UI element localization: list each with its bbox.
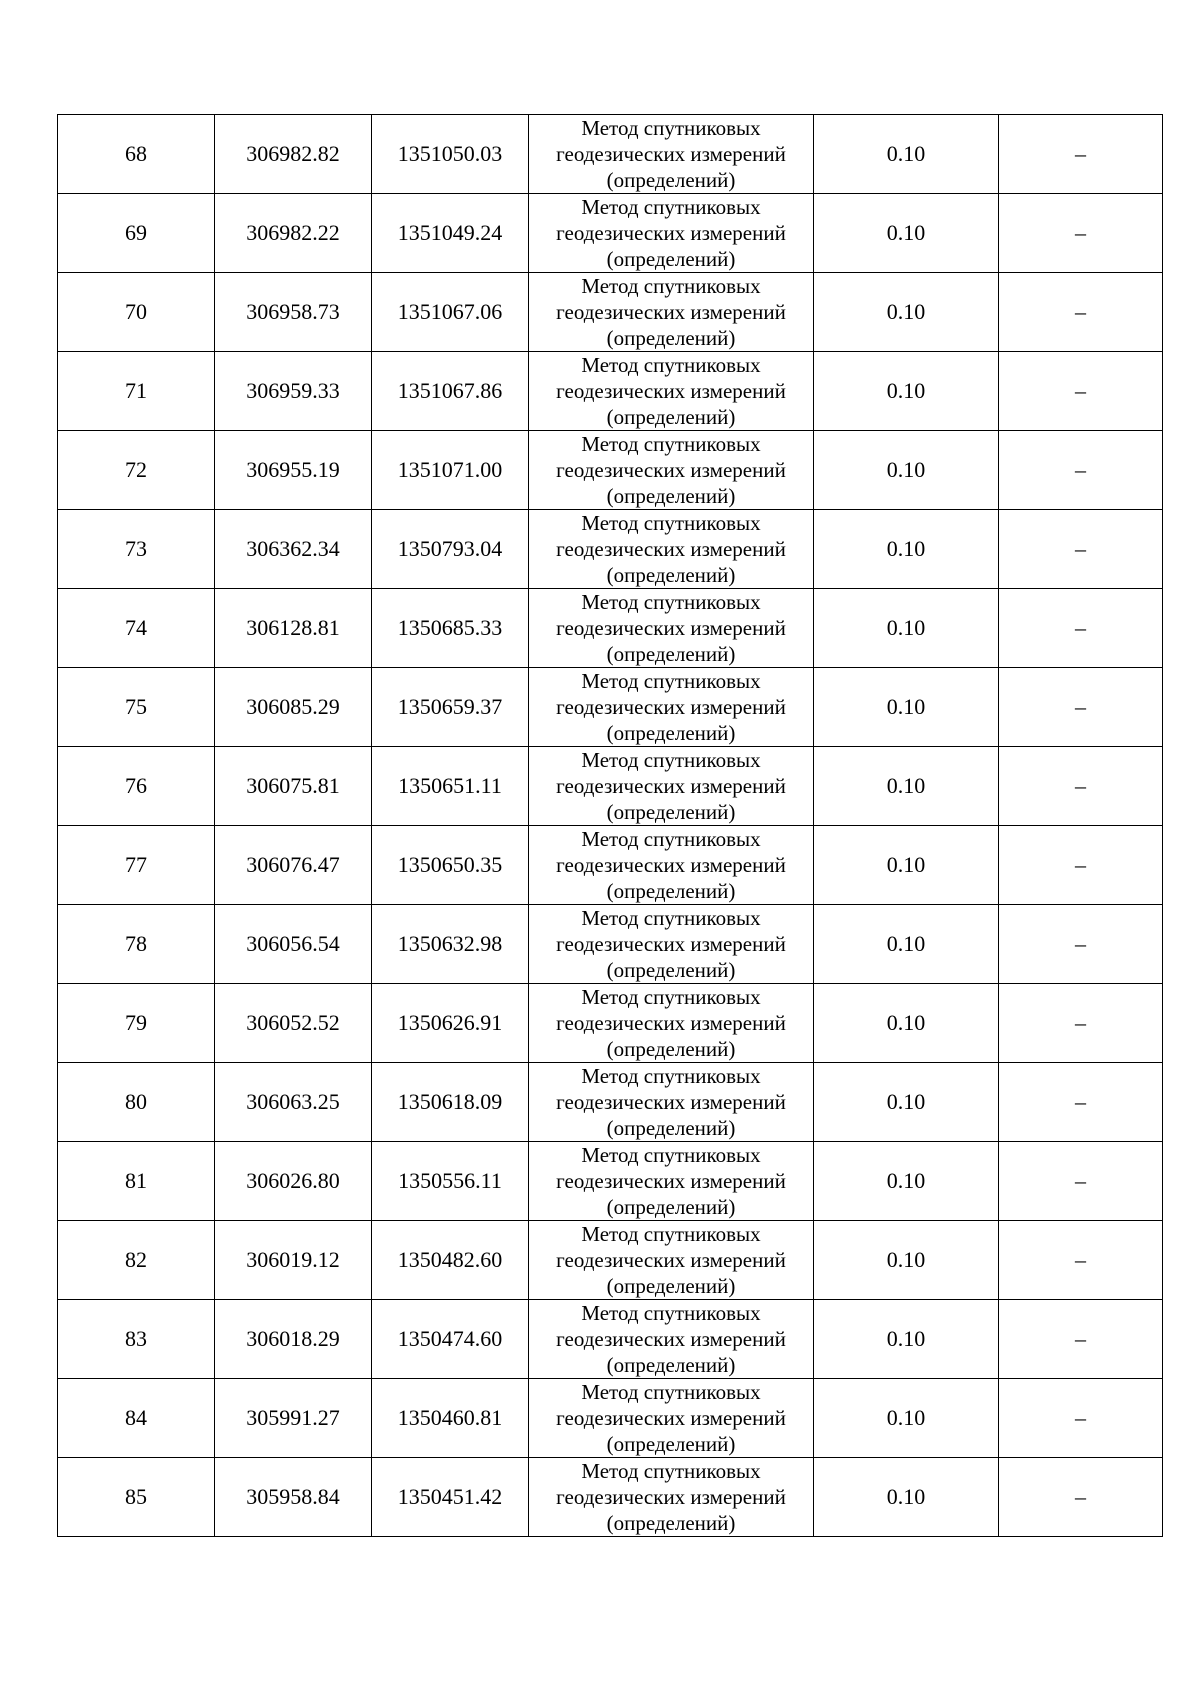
method-cell [529,1063,814,1142]
method-text-line: геодезических измерений [556,1090,786,1114]
accuracy-cell: 0.10 [814,826,999,905]
document-page [57,114,1162,1537]
method-cell [529,1379,814,1458]
point-number-cell: 72 [58,431,215,510]
method-cell [529,510,814,589]
method-text-line: Метод спутниковых [581,1380,761,1404]
accuracy-cell: 0.10 [814,510,999,589]
y-coordinate-cell: 1351071.00 [372,431,529,510]
method-cell [529,589,814,668]
method-text-line: геодезических измерений [556,1169,786,1193]
table-row [58,1221,1163,1300]
method-text-line: геодезических измерений [556,221,786,245]
note-cell: – [999,431,1163,510]
note-cell: – [999,352,1163,431]
table-row [58,115,1163,194]
method-text-line: геодезических измерений [556,142,786,166]
method-cell [529,431,814,510]
x-coordinate-cell: 306026.80 [215,1142,372,1221]
method-text-line: геодезических измерений [556,1406,786,1430]
y-coordinate-cell: 1350618.09 [372,1063,529,1142]
method-text-line: Метод спутниковых [581,1222,761,1246]
point-number-cell: 68 [58,115,215,194]
note-cell: – [999,273,1163,352]
point-number-cell: 78 [58,905,215,984]
table-row [58,352,1163,431]
method-text-line: (определений) [606,1116,736,1140]
method-cell [529,1221,814,1300]
point-number-cell: 79 [58,984,215,1063]
method-text-line: Метод спутниковых [581,748,761,772]
accuracy-cell: 0.10 [814,747,999,826]
note-cell: – [999,1063,1163,1142]
note-cell: – [999,589,1163,668]
point-number-cell: 75 [58,668,215,747]
method-text-line: геодезических измерений [556,932,786,956]
method-text-line: геодезических измерений [556,616,786,640]
method-cell [529,273,814,352]
x-coordinate-cell: 306955.19 [215,431,372,510]
coordinates-table-body [58,115,1163,1537]
x-coordinate-cell: 306052.52 [215,984,372,1063]
accuracy-cell: 0.10 [814,1300,999,1379]
y-coordinate-cell: 1350659.37 [372,668,529,747]
method-cell [529,194,814,273]
method-text-line: (определений) [606,405,736,429]
y-coordinate-cell: 1350793.04 [372,510,529,589]
note-cell: – [999,1221,1163,1300]
x-coordinate-cell: 306063.25 [215,1063,372,1142]
method-text-line: Метод спутниковых [581,195,761,219]
method-cell [529,905,814,984]
note-cell: – [999,194,1163,273]
point-number-cell: 73 [58,510,215,589]
method-cell [529,826,814,905]
method-text-line: (определений) [606,1432,736,1456]
accuracy-cell: 0.10 [814,905,999,984]
x-coordinate-cell: 306085.29 [215,668,372,747]
accuracy-cell: 0.10 [814,1221,999,1300]
x-coordinate-cell: 305991.27 [215,1379,372,1458]
y-coordinate-cell: 1350474.60 [372,1300,529,1379]
method-cell [529,352,814,431]
method-text-line: геодезических измерений [556,1248,786,1272]
note-cell: – [999,747,1163,826]
method-text-line: геодезических измерений [556,379,786,403]
method-text-line: (определений) [606,168,736,192]
method-text-line: (определений) [606,1274,736,1298]
method-text-line: (определений) [606,879,736,903]
table-row [58,747,1163,826]
table-row [58,826,1163,905]
method-text-line: Метод спутниковых [581,511,761,535]
accuracy-cell: 0.10 [814,668,999,747]
note-cell: – [999,1458,1163,1537]
point-number-cell: 82 [58,1221,215,1300]
table-row [58,1458,1163,1537]
method-text-line: (определений) [606,721,736,745]
x-coordinate-cell: 306982.22 [215,194,372,273]
note-cell: – [999,668,1163,747]
point-number-cell: 77 [58,826,215,905]
method-cell [529,1458,814,1537]
method-text-line: (определений) [606,563,736,587]
method-text-line: Метод спутниковых [581,906,761,930]
method-text-line: (определений) [606,1195,736,1219]
x-coordinate-cell: 306959.33 [215,352,372,431]
method-text-line: геодезических измерений [556,537,786,561]
table-row [58,984,1163,1063]
accuracy-cell: 0.10 [814,589,999,668]
point-number-cell: 70 [58,273,215,352]
method-text-line: (определений) [606,958,736,982]
accuracy-cell: 0.10 [814,1142,999,1221]
y-coordinate-cell: 1350556.11 [372,1142,529,1221]
method-text-line: геодезических измерений [556,853,786,877]
method-cell [529,668,814,747]
x-coordinate-cell: 306056.54 [215,905,372,984]
method-cell [529,984,814,1063]
method-text-line: геодезических измерений [556,1011,786,1035]
x-coordinate-cell: 306075.81 [215,747,372,826]
point-number-cell: 80 [58,1063,215,1142]
x-coordinate-cell: 306019.12 [215,1221,372,1300]
note-cell: – [999,826,1163,905]
method-text-line: Метод спутниковых [581,432,761,456]
method-text-line: геодезических измерений [556,300,786,324]
method-text-line: (определений) [606,1511,736,1535]
accuracy-cell: 0.10 [814,273,999,352]
method-text-line: (определений) [606,642,736,666]
table-row [58,510,1163,589]
method-text-line: (определений) [606,1353,736,1377]
accuracy-cell: 0.10 [814,1458,999,1537]
method-cell [529,115,814,194]
note-cell: – [999,905,1163,984]
method-text-line: (определений) [606,326,736,350]
note-cell: – [999,1379,1163,1458]
method-text-line: геодезических измерений [556,1485,786,1509]
table-row [58,668,1163,747]
note-cell: – [999,1300,1163,1379]
method-text-line: (определений) [606,484,736,508]
y-coordinate-cell: 1351067.06 [372,273,529,352]
method-text-line: Метод спутниковых [581,1064,761,1088]
y-coordinate-cell: 1350651.11 [372,747,529,826]
point-number-cell: 69 [58,194,215,273]
method-text-line: геодезических измерений [556,1327,786,1351]
method-text-line: Метод спутниковых [581,1301,761,1325]
accuracy-cell: 0.10 [814,194,999,273]
x-coordinate-cell: 306982.82 [215,115,372,194]
table-row [58,431,1163,510]
note-cell: – [999,1142,1163,1221]
method-text-line: (определений) [606,1037,736,1061]
y-coordinate-cell: 1351067.86 [372,352,529,431]
point-number-cell: 85 [58,1458,215,1537]
y-coordinate-cell: 1350460.81 [372,1379,529,1458]
method-text-line: Метод спутниковых [581,827,761,851]
accuracy-cell: 0.10 [814,431,999,510]
accuracy-cell: 0.10 [814,984,999,1063]
method-cell [529,1300,814,1379]
x-coordinate-cell: 305958.84 [215,1458,372,1537]
method-text-line: (определений) [606,800,736,824]
method-text-line: (определений) [606,247,736,271]
table-row [58,1300,1163,1379]
point-number-cell: 84 [58,1379,215,1458]
method-text-line: Метод спутниковых [581,985,761,1009]
point-number-cell: 74 [58,589,215,668]
method-text-line: Метод спутниковых [581,353,761,377]
note-cell: – [999,984,1163,1063]
y-coordinate-cell: 1350632.98 [372,905,529,984]
accuracy-cell: 0.10 [814,1063,999,1142]
method-text-line: геодезических измерений [556,774,786,798]
accuracy-cell: 0.10 [814,1379,999,1458]
y-coordinate-cell: 1350482.60 [372,1221,529,1300]
table-row [58,589,1163,668]
x-coordinate-cell: 306128.81 [215,589,372,668]
y-coordinate-cell: 1350650.35 [372,826,529,905]
note-cell: – [999,115,1163,194]
coordinates-table [57,114,1163,1537]
method-text-line: геодезических измерений [556,458,786,482]
table-row [58,1142,1163,1221]
table-row [58,905,1163,984]
y-coordinate-cell: 1351049.24 [372,194,529,273]
accuracy-cell: 0.10 [814,115,999,194]
method-text-line: Метод спутниковых [581,116,761,140]
method-text-line: Метод спутниковых [581,1143,761,1167]
x-coordinate-cell: 306076.47 [215,826,372,905]
method-text-line: Метод спутниковых [581,669,761,693]
method-cell [529,1142,814,1221]
y-coordinate-cell: 1350451.42 [372,1458,529,1537]
y-coordinate-cell: 1350626.91 [372,984,529,1063]
method-cell [529,747,814,826]
point-number-cell: 76 [58,747,215,826]
method-text-line: геодезических измерений [556,695,786,719]
method-text-line: Метод спутниковых [581,590,761,614]
table-row [58,194,1163,273]
table-row [58,1063,1163,1142]
table-row [58,1379,1163,1458]
y-coordinate-cell: 1351050.03 [372,115,529,194]
x-coordinate-cell: 306958.73 [215,273,372,352]
note-cell: – [999,510,1163,589]
table-row [58,273,1163,352]
x-coordinate-cell: 306018.29 [215,1300,372,1379]
point-number-cell: 71 [58,352,215,431]
y-coordinate-cell: 1350685.33 [372,589,529,668]
point-number-cell: 81 [58,1142,215,1221]
method-text-line: Метод спутниковых [581,1459,761,1483]
accuracy-cell: 0.10 [814,352,999,431]
method-text-line: Метод спутниковых [581,274,761,298]
x-coordinate-cell: 306362.34 [215,510,372,589]
point-number-cell: 83 [58,1300,215,1379]
